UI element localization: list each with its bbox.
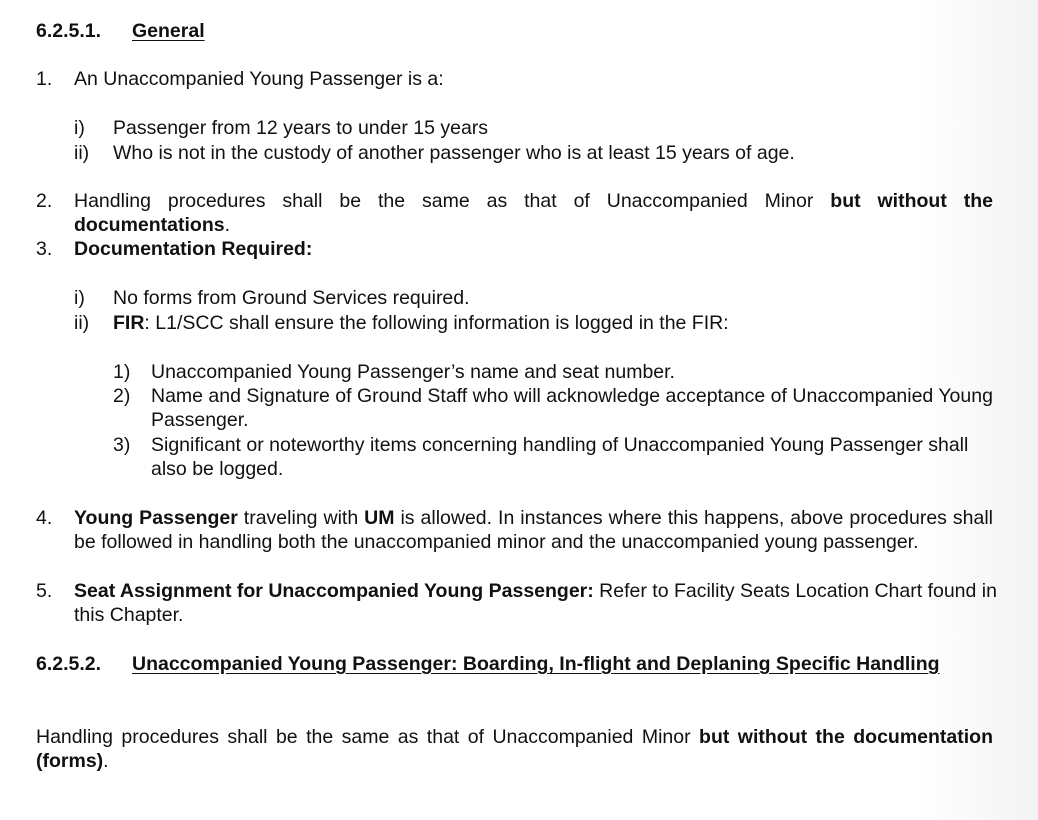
list-item-text: Documentation Required: — [74, 238, 313, 260]
section-title: General — [132, 20, 205, 42]
subsub-number: 3) — [113, 434, 131, 456]
sublist-text: No forms from Ground Services required. — [113, 287, 470, 309]
list-item-text: An Unaccompanied Young Passenger is a: — [74, 68, 444, 90]
list-item-text: Handling procedures shall be the same as that of Unaccompanied Minor but without the documentations. — [74, 190, 993, 236]
sublist-number: i) — [74, 287, 85, 309]
sublist-number: i) — [74, 117, 85, 139]
section-title: Unaccompanied Young Passenger: Boarding, In-flight and Deplaning Specific Handling — [132, 653, 940, 675]
sublist-text: FIR: L1/SCC shall ensure the following information is logged in the FIR: — [113, 312, 729, 334]
list-item-text: Young Passenger traveling with UM is allowed. In instances where this happens, above procedures shall be followed in handling both the unaccompanied minor and the unaccompanied young passenger. — [74, 507, 994, 553]
sublist-number: ii) — [74, 142, 90, 164]
list-number: 5. — [36, 580, 53, 602]
subsub-number: 2) — [113, 385, 131, 407]
list-item-text: Seat Assignment for Unaccompanied Young Passenger: Refer to Facility Seats Location Chart found in this Chapter. — [74, 580, 997, 626]
subsub-text: Unaccompanied Young Passenger’s name and seat number. — [151, 361, 675, 383]
list-number: 2. — [36, 190, 53, 212]
closing-paragraph: Handling procedures shall be the same as that of Unaccompanied Minor but without the documentation (forms). — [36, 726, 993, 772]
sublist-text: Who is not in the custody of another passenger who is at least 15 years of age. — [113, 142, 795, 164]
sublist-number: ii) — [74, 312, 90, 334]
sublist-text: Passenger from 12 years to under 15 years — [113, 117, 489, 139]
subsub-text: Significant or noteworthy items concerning handling of Unaccompanied Young Passenger shall also be logged. — [151, 434, 969, 480]
list-number: 3. — [36, 238, 53, 260]
subsub-text: Name and Signature of Ground Staff who will acknowledge acceptance of Unaccompanied Young Passenger. — [151, 385, 993, 431]
list-number: 4. — [36, 507, 53, 529]
section-number: 6.2.5.1. — [36, 20, 102, 42]
subsub-number: 1) — [113, 361, 131, 383]
section-number: 6.2.5.2. — [36, 653, 102, 675]
list-number: 1. — [36, 68, 53, 90]
